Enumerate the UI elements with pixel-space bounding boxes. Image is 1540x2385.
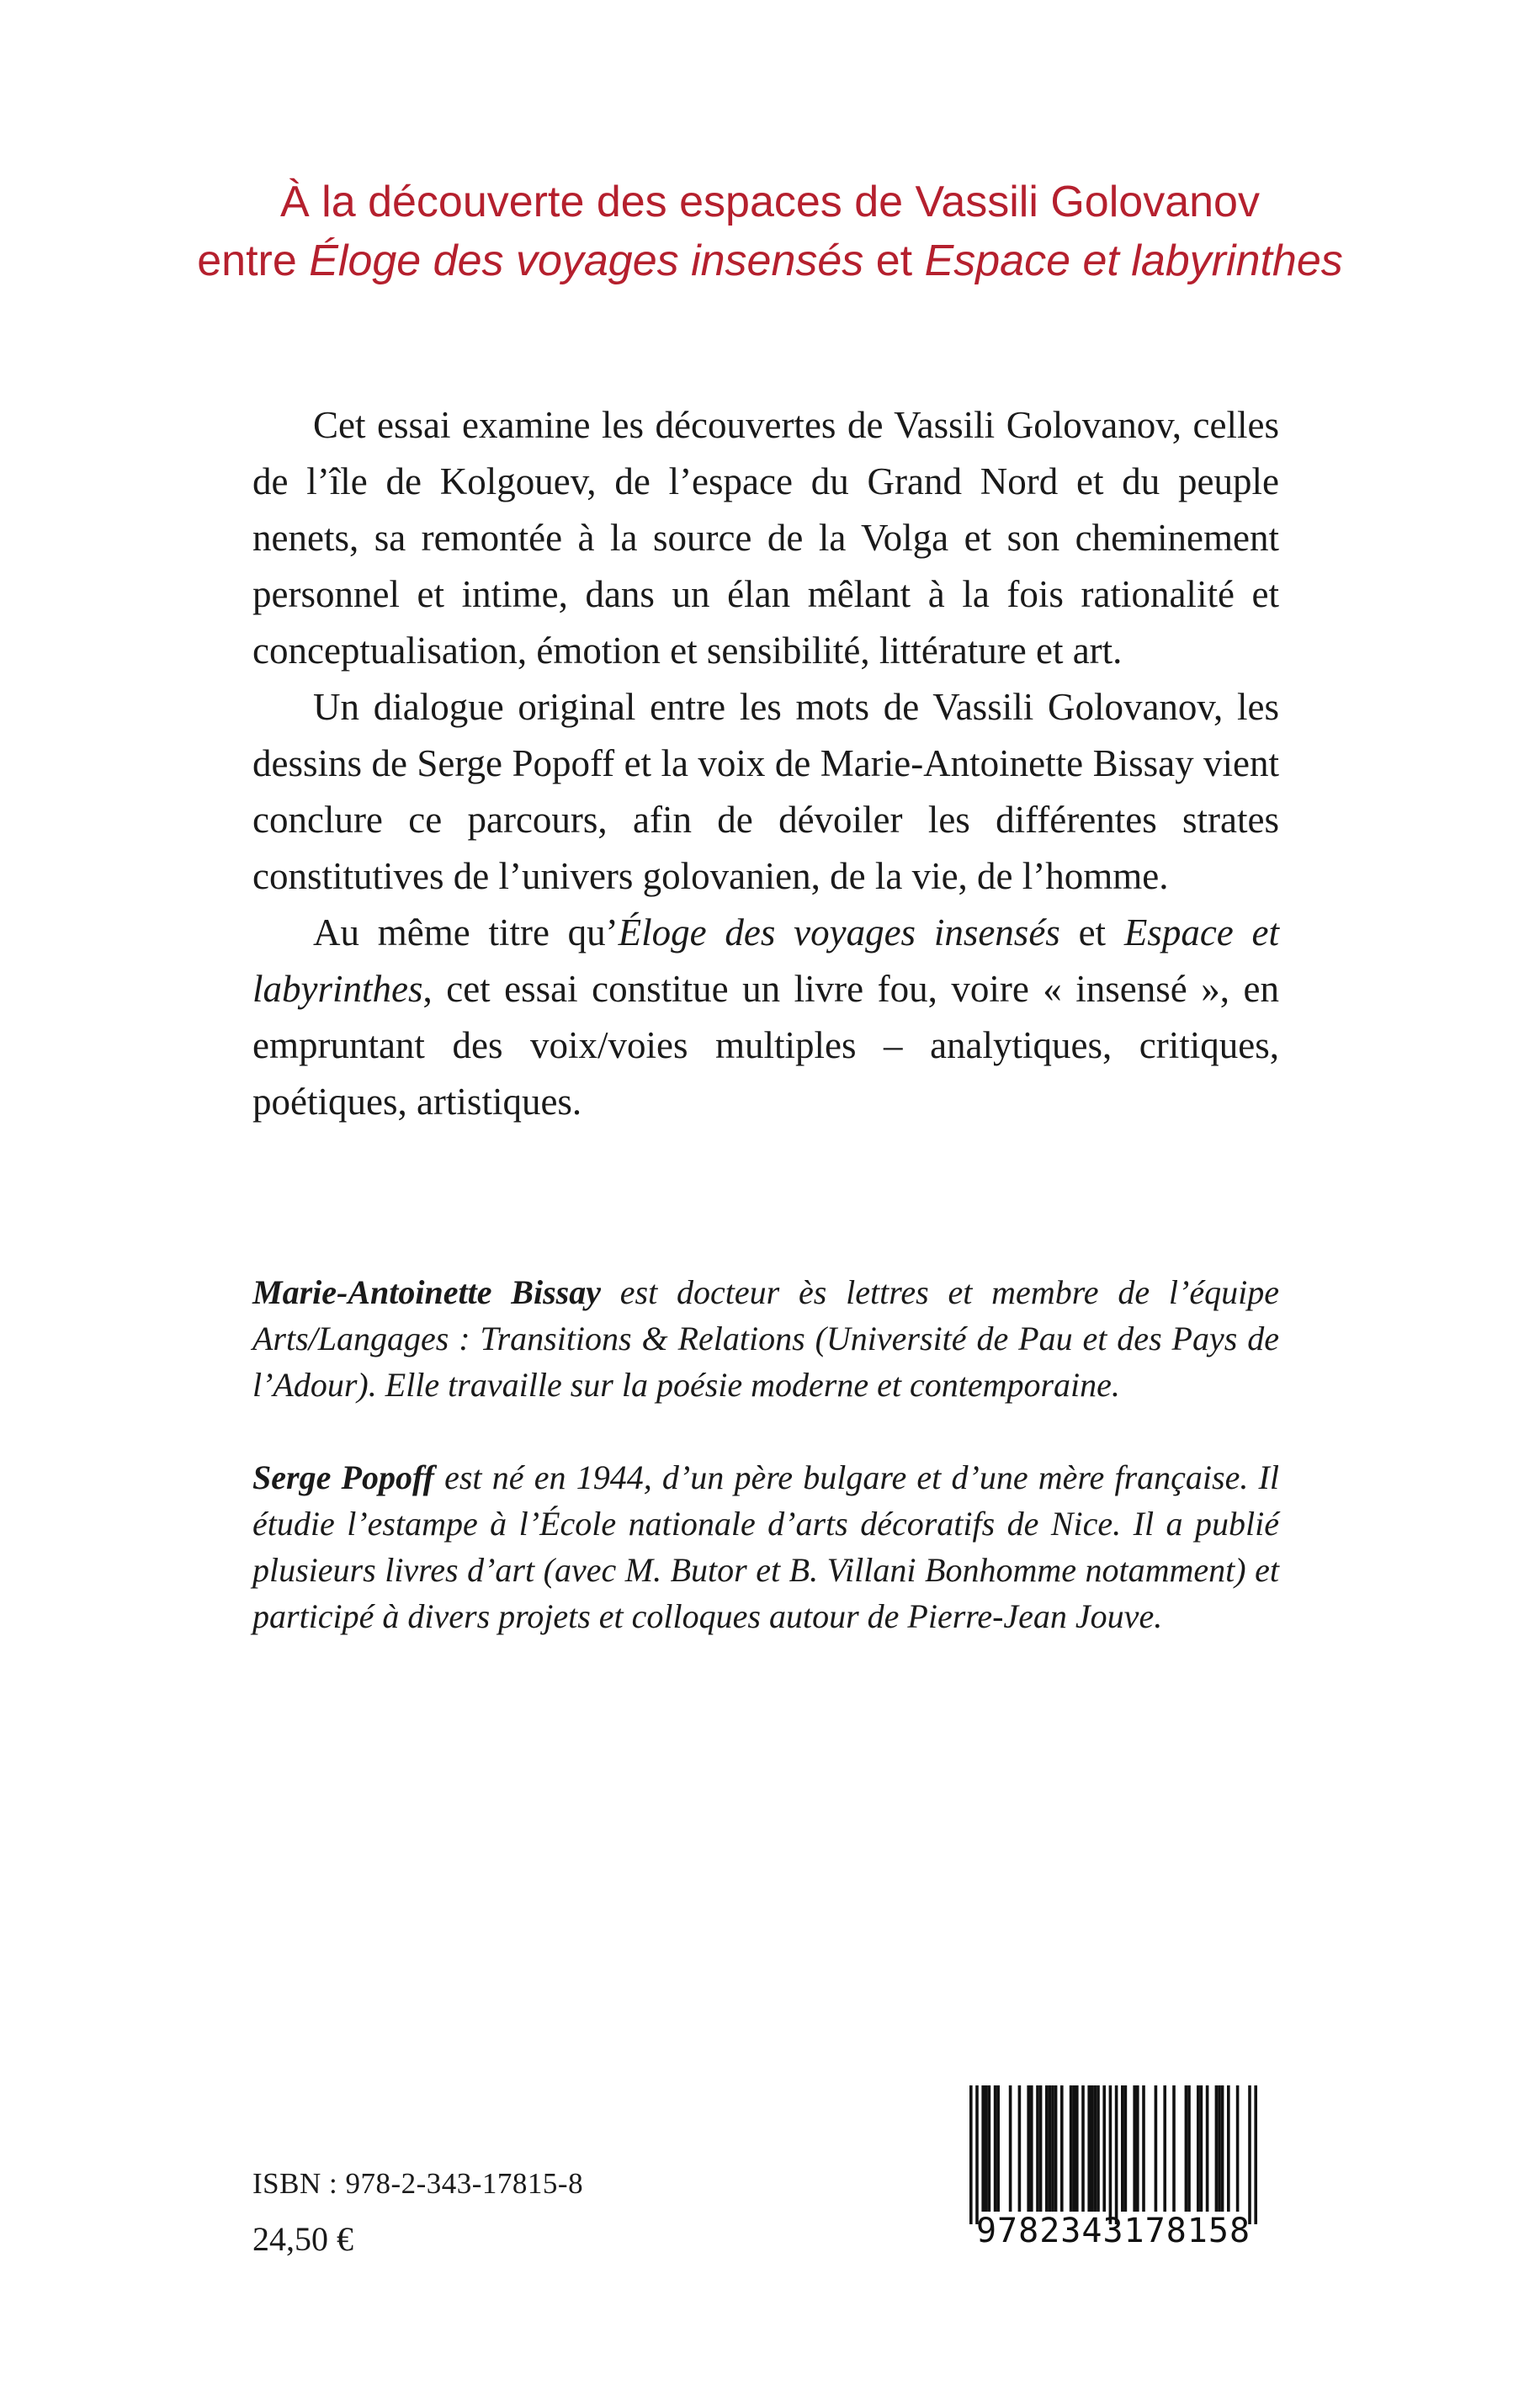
- barcode-bar: [1018, 2085, 1022, 2212]
- back-cover-title: [126, 173, 1414, 290]
- barcode-bar: [996, 2085, 1000, 2212]
- barcode-bar: [1236, 2085, 1240, 2212]
- barcode-bar: [1009, 2085, 1012, 2212]
- barcode-bar: [1091, 2085, 1094, 2212]
- illustrator-name: Serge Popoff: [252, 1458, 434, 1496]
- barcode-bar: [969, 2085, 973, 2224]
- barcode-bar: [1206, 2085, 1209, 2212]
- barcode-bar: [1215, 2085, 1219, 2212]
- barcode-bar: [1163, 2085, 1166, 2212]
- title-line-1: À la découverte des espaces de Vassili Golovanov: [280, 178, 1260, 226]
- barcode-bar: [1248, 2085, 1251, 2224]
- author-bio: [252, 1269, 1279, 1408]
- blurb-p3-book-1: Éloge des voyages insensés: [618, 911, 1060, 953]
- barcode-digits: 9782343178158: [975, 2212, 1251, 2250]
- author-bio-text: est docteur ès lettres et membre de l’équipe Arts/Langages : Transitions & Relations (Université de Pau et des Pays de l’Adour). Elle travaille sur la poésie moderne et contemporaine.: [252, 1273, 1279, 1404]
- barcode-bar: [1087, 2085, 1091, 2212]
- barcode-bar: [1102, 2085, 1106, 2212]
- barcode-bar: [1072, 2085, 1075, 2212]
- barcode-bar: [1070, 2085, 1073, 2212]
- barcode-bar: [1155, 2085, 1158, 2212]
- blurb: [252, 397, 1279, 1130]
- barcode-bar: [994, 2085, 997, 2212]
- title-book-1: Éloge des voyages insensés: [309, 236, 864, 285]
- barcode-bar: [1097, 2085, 1100, 2212]
- barcode-bar: [1121, 2085, 1124, 2212]
- isbn-text: ISBN : 978-2-343-17815-8: [252, 2167, 584, 2200]
- barcode-bar: [1142, 2085, 1145, 2212]
- barcode-bar: [1027, 2085, 1030, 2212]
- barcode-bar: [1081, 2085, 1085, 2212]
- barcode-bar: [1187, 2085, 1191, 2212]
- barcode-bar: [1254, 2085, 1257, 2224]
- barcode-bar: [1172, 2085, 1176, 2212]
- barcode-bar: [1197, 2085, 1200, 2212]
- blurb-paragraph-2: Un dialogue original entre les mots de Vassili Golovanov, les dessins de Serge Popoff et la voix de Marie-Antoinette Bissay vient conclure ce parcours, afin de dévoiler les différentes strates constitutives de l’univers golovanien, de la vie, de l’homme.: [252, 686, 1279, 897]
- blurb-p3-prefix: Au même titre qu’: [313, 911, 619, 953]
- barcode-bar: [1109, 2085, 1113, 2224]
- barcode: [937, 2085, 1290, 2262]
- barcode-bar: [1227, 2085, 1230, 2212]
- barcode-bar: [1221, 2085, 1224, 2212]
- barcode-bar: [1136, 2085, 1139, 2212]
- blurb-p3-mid: et: [1059, 911, 1124, 953]
- barcode-bar: [1200, 2085, 1203, 2212]
- author-name: Marie-Antoinette Bissay: [252, 1273, 601, 1311]
- barcode-bar: [1185, 2085, 1188, 2212]
- illustrator-bio: [252, 1454, 1279, 1639]
- price-text: 24,50 €: [252, 2220, 353, 2258]
- blurb-p3-suffix: , cet essai constitue un livre fou, voire « insensé », en empruntant des voix/voies multiples – analytiques, critiques, poétiques, artistiques.: [252, 968, 1279, 1123]
- barcode-bar: [985, 2085, 988, 2212]
- barcode-bar: [1049, 2085, 1052, 2212]
- illustrator-bio-text: est né en 1944, d’un père bulgare et d’une mère française. Il étudie l’estampe à l’École nationale d’arts décoratifs de Nice. Il a publié plusieurs livres d’art (avec M. Butor et B. Villani Bonhomme notamment) et participé à divers projets et colloques autour de Pierre-Jean Jouve.: [252, 1458, 1279, 1635]
- title-line-2-prefix: entre: [197, 236, 310, 285]
- barcode-bar: [1218, 2085, 1221, 2212]
- barcode-bar: [1030, 2085, 1033, 2212]
- barcode-bar: [1060, 2085, 1064, 2212]
- barcode-bar: [1115, 2085, 1118, 2224]
- blurb-paragraph-1: Cet essai examine les découvertes de Vassili Golovanov, celles de l’île de Kolgouev, de l’espace du Grand Nord et du peuple nenets, sa remontée à la source de la Volga et son cheminement personnel et intime, dans un élan mêlant à la fois rationalité et conceptualisation, émotion et sensibilité, littérature et art.: [252, 404, 1279, 672]
- blurb-paragraph-3: [252, 905, 1279, 1130]
- barcode-bar: [1054, 2085, 1058, 2212]
- barcode-bar: [981, 2085, 985, 2212]
- barcode-bar: [1039, 2085, 1043, 2212]
- blurb-p3-book-2: Espace et labyrinthes: [252, 911, 1279, 1010]
- barcode-bar: [975, 2085, 979, 2224]
- barcode-bar: [988, 2085, 991, 2212]
- barcode-bar: [1036, 2085, 1039, 2212]
- barcode-bar: [1045, 2085, 1049, 2212]
- barcode-bar: [1133, 2085, 1136, 2212]
- barcode-bar: [1075, 2085, 1079, 2212]
- title-line-2-mid: et: [863, 236, 925, 285]
- barcode-bar: [1051, 2085, 1054, 2212]
- barcode-bar: [1094, 2085, 1097, 2212]
- barcode-bar: [1124, 2085, 1128, 2212]
- title-line-2: [126, 231, 1414, 290]
- title-book-2: Espace et labyrinthes: [924, 236, 1343, 285]
